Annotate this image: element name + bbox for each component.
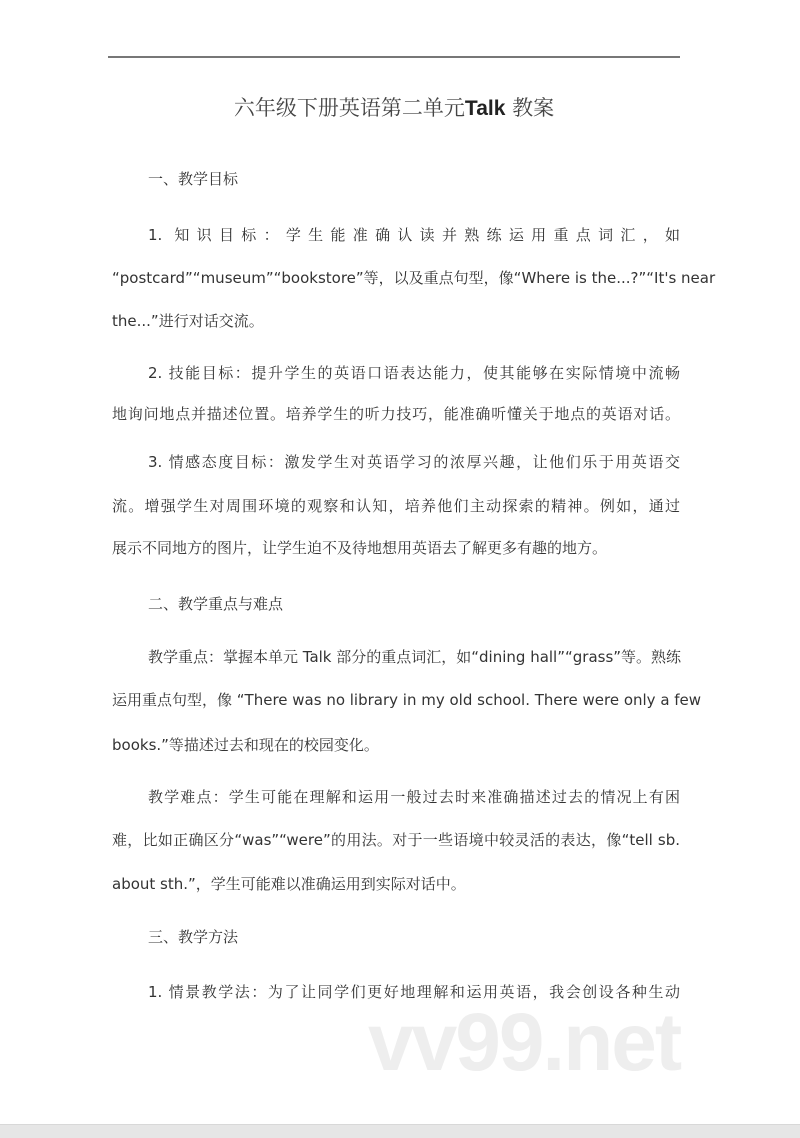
paragraph-line: 难，比如正确区分“was”“were”的用法。对于一些语境中较灵活的表达，像“tell sb. — [112, 831, 680, 849]
paragraph-line: 1. 知识目标：学生能准确认读并熟练运用重点词汇，如 — [148, 226, 680, 244]
paragraph-line: 运用重点句型，像 “There was no library in my old school. There were only a few — [112, 691, 702, 709]
title-prefix: 六年级下册英语第二单元 — [233, 96, 465, 120]
paragraph-line: “postcard”“museum”“bookstore”等，以及重点句型，像“Where is the...?”“It's near — [112, 269, 716, 287]
paragraph-line: books.”等描述过去和现在的校园变化。 — [112, 736, 379, 754]
watermark: vv99.net — [368, 997, 681, 1088]
paragraph-line: 流。增强学生对周围环境的观察和认知，培养他们主动探索的精神。例如，通过 — [112, 497, 680, 515]
paragraph-line: 1. 情景教学法：为了让同学们更好地理解和运用英语，我会创设各种生动 — [148, 983, 680, 1001]
section-heading-3: 三、教学方法 — [148, 928, 239, 946]
paragraph-line: 教学难点：学生可能在理解和运用一般过去时来准确描述过去的情况上有困 — [148, 788, 680, 806]
paragraph-line: 2. 技能目标：提升学生的英语口语表达能力，使其能够在实际情境中流畅 — [148, 364, 680, 382]
title-bold: Talk — [464, 97, 506, 120]
paragraph-line: the...”进行对话交流。 — [112, 312, 264, 330]
title-suffix: 教案 — [512, 96, 555, 120]
document-title — [108, 92, 680, 122]
paragraph-line: 3. 情感态度目标：激发学生对英语学习的浓厚兴趣，让他们乐于用英语交 — [148, 453, 680, 471]
section-heading-1: 一、教学目标 — [148, 170, 239, 188]
paragraph-line: 展示不同地方的图片，让学生迫不及待地想用英语去了解更多有趣的地方。 — [112, 539, 608, 557]
paragraph-line: 地询问地点并描述位置。培养学生的听力技巧，能准确听懂关于地点的英语对话。 — [112, 405, 680, 423]
page-bottom-edge — [0, 1124, 800, 1138]
paragraph-line: about sth.”，学生可能难以准确运用到实际对话中。 — [112, 875, 466, 893]
header-rule — [108, 56, 680, 58]
paragraph-line: 教学重点：掌握本单元 Talk 部分的重点词汇，如“dining hall”“grass”等。熟练 — [148, 648, 682, 666]
section-heading-2: 二、教学重点与难点 — [148, 595, 284, 613]
